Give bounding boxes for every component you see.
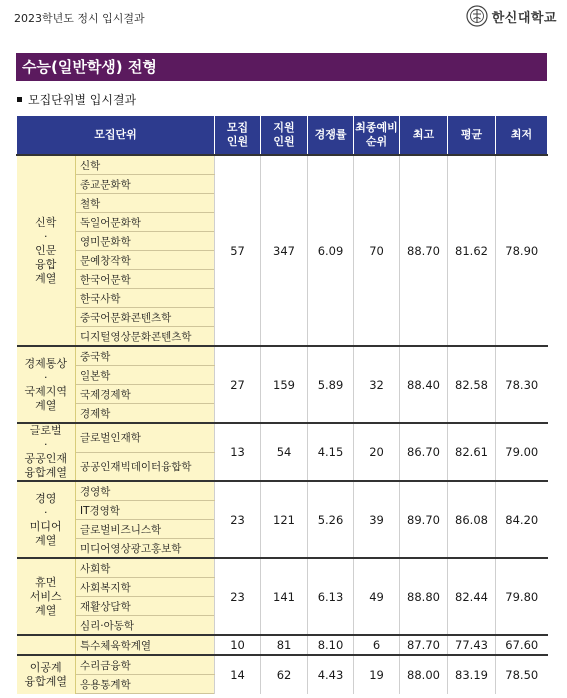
unit-name-cell: 사회복지학 [76,578,215,597]
applicants-cell: 121 [261,481,308,558]
average-cell: 83.19 [448,655,496,694]
average-cell: 82.61 [448,423,496,481]
ratio-cell: 4.43 [308,655,354,694]
lowest-cell: 84.20 [496,481,548,558]
quota-cell: 57 [215,155,261,346]
quota-cell: 23 [215,558,261,635]
unit-name-cell: 중국어문화콘텐츠학 [76,308,215,327]
lowest-cell: 78.50 [496,655,548,694]
group-name-cell: 이공계 융합계열 [17,655,76,694]
lowest-cell: 67.60 [496,635,548,655]
unit-name-cell: 미디어영상광고홍보학 [76,539,215,559]
unit-name-cell: 국제경제학 [76,385,215,404]
unit-name-cell: IT경영학 [76,501,215,520]
waitlist-cell: 39 [354,481,400,558]
subheading-text: 모집단위별 입시결과 [28,93,137,107]
group-name-cell: 글로벌 · 공공인재 융합계열 [17,423,76,481]
ratio-cell: 8.10 [308,635,354,655]
unit-name-cell: 공공인재빅데이터융합학 [76,452,215,481]
group-name-cell [17,635,76,655]
average-cell: 82.58 [448,346,496,423]
document-label: 2023학년도 정시 입시결과 [14,12,145,25]
header-applicants: 지원 인원 [261,116,308,156]
applicants-cell: 81 [261,635,308,655]
quota-cell: 23 [215,481,261,558]
highest-cell: 88.00 [400,655,448,694]
ratio-cell: 5.26 [308,481,354,558]
table-row [17,423,548,452]
header-lowest: 최저 [496,116,548,156]
ratio-cell: 4.15 [308,423,354,481]
unit-name-cell: 한국어문학 [76,270,215,289]
university-seal-icon [466,5,488,27]
quota-cell: 27 [215,346,261,423]
highest-cell: 87.70 [400,635,448,655]
unit-name-cell: 일본학 [76,366,215,385]
highest-cell: 88.80 [400,558,448,635]
average-cell: 77.43 [448,635,496,655]
highest-cell: 86.70 [400,423,448,481]
lowest-cell: 78.90 [496,155,548,346]
waitlist-cell: 6 [354,635,400,655]
page-header [0,0,567,40]
ratio-cell: 6.09 [308,155,354,346]
table-row [17,155,548,175]
unit-name-cell: 디지털영상문화콘텐츠학 [76,327,215,347]
admission-results-table [16,115,548,694]
quota-cell: 13 [215,423,261,481]
group-name-cell: 휴먼 서비스 계열 [17,558,76,635]
unit-name-cell: 경영학 [76,481,215,501]
header-average: 평균 [448,116,496,156]
waitlist-cell: 70 [354,155,400,346]
header-waitlist: 최종예비 순위 [354,116,400,156]
unit-name-cell: 영미문화학 [76,232,215,251]
waitlist-cell: 32 [354,346,400,423]
table-row [17,655,548,675]
highest-cell: 89.70 [400,481,448,558]
header-highest: 최고 [400,116,448,156]
unit-name-cell: 경제학 [76,404,215,424]
university-name: 한신대학교 [491,10,557,26]
university-logo [466,5,557,27]
quota-cell: 14 [215,655,261,694]
unit-name-cell: 특수체육학계열 [76,635,215,655]
table-header-row [17,116,548,156]
lowest-cell: 79.80 [496,558,548,635]
applicants-cell: 54 [261,423,308,481]
group-name-cell: 경영 · 미디어 계열 [17,481,76,558]
lowest-cell: 79.00 [496,423,548,481]
unit-name-cell: 한국사학 [76,289,215,308]
table-row [17,558,548,578]
unit-name-cell: 글로벌비즈니스학 [76,520,215,539]
highest-cell: 88.40 [400,346,448,423]
unit-name-cell: 철학 [76,194,215,213]
average-cell: 81.62 [448,155,496,346]
unit-name-cell: 사회학 [76,558,215,578]
applicants-cell: 141 [261,558,308,635]
waitlist-cell: 20 [354,423,400,481]
applicants-cell: 159 [261,346,308,423]
highest-cell: 88.70 [400,155,448,346]
unit-name-cell: 수리금융학 [76,655,215,675]
table-row [17,481,548,501]
ratio-cell: 6.13 [308,558,354,635]
unit-name-cell: 문예창작학 [76,251,215,270]
average-cell: 82.44 [448,558,496,635]
group-name-cell: 경제통상 · 국제지역 계열 [17,346,76,423]
unit-name-cell: 독일어문화학 [76,213,215,232]
subheading [17,91,136,108]
waitlist-cell: 49 [354,558,400,635]
ratio-cell: 5.89 [308,346,354,423]
unit-name-cell: 글로벌인재학 [76,423,215,452]
average-cell: 86.08 [448,481,496,558]
group-name-cell: 신학 · 인문 융합 계열 [17,155,76,346]
unit-name-cell: 응용통계학 [76,675,215,694]
lowest-cell: 78.30 [496,346,548,423]
section-title-banner: 수능(일반학생) 전형 [16,53,547,81]
unit-name-cell: 신학 [76,155,215,175]
table-row [17,635,548,655]
header-quota: 모집 인원 [215,116,261,156]
waitlist-cell: 19 [354,655,400,694]
unit-name-cell: 중국학 [76,346,215,366]
applicants-cell: 62 [261,655,308,694]
header-ratio: 경쟁률 [308,116,354,156]
table-row [17,346,548,366]
unit-name-cell: 심리·아동학 [76,616,215,636]
header-unit: 모집단위 [17,116,215,156]
quota-cell: 10 [215,635,261,655]
applicants-cell: 347 [261,155,308,346]
unit-name-cell: 재활상담학 [76,597,215,616]
unit-name-cell: 종교문화학 [76,175,215,194]
bullet-square-icon [17,97,22,102]
